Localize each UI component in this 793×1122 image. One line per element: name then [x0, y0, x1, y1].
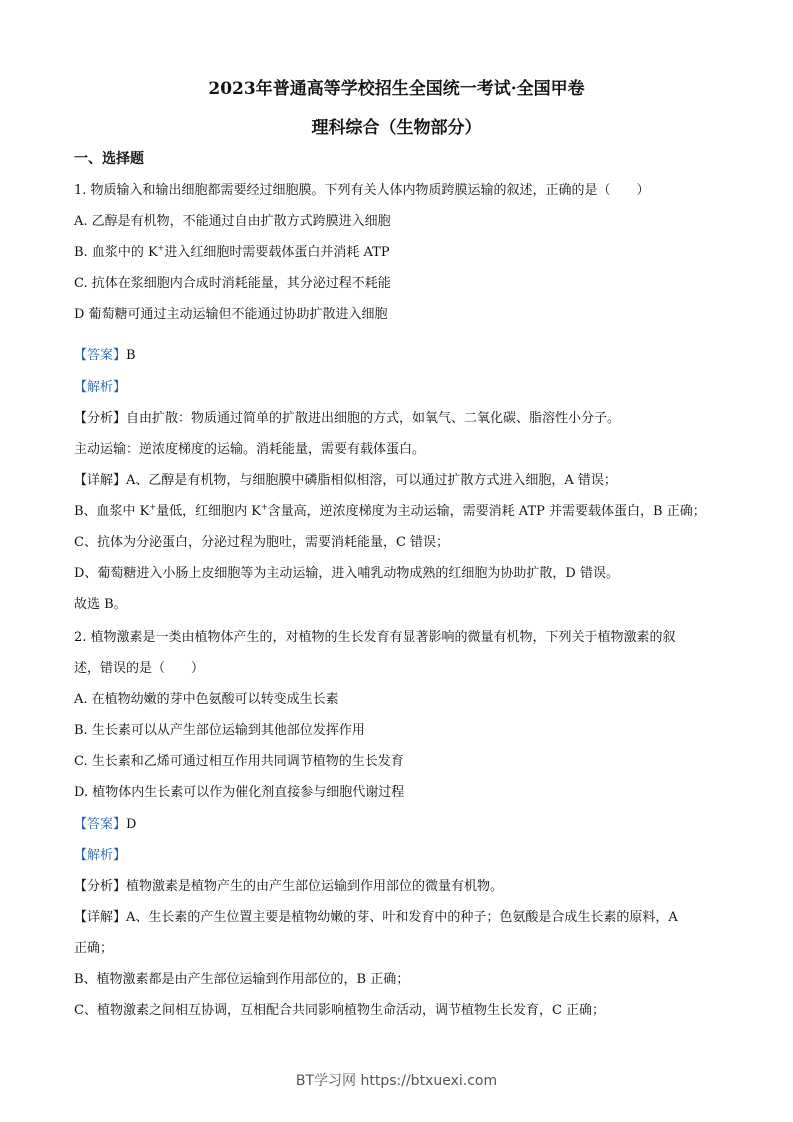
section-heading: 一、选择题: [74, 151, 144, 167]
footer-watermark: BT学习网 https://btxuexi.com: [295, 1073, 498, 1089]
q1-option-d: D 葡萄糖可通过主动运输但不能通过协助扩散进入细胞: [74, 307, 388, 322]
q2-fenxi: 【分析】植物激素是植物产生的由产生部位运输到作用部位的微量有机物。: [74, 879, 504, 894]
title-main: 2023年普通高等学校招生全国统一考试·全国甲卷: [208, 79, 585, 99]
q2-detail-a-cont: 正确；: [74, 941, 114, 956]
q1-option-b: B. 血浆中的 K+进入红细胞时需要载体蛋白并消耗 ATP: [74, 243, 390, 260]
q2-detail-b: B、植物激素都是由产生部位运输到作用部位的，B 正确；: [74, 972, 410, 987]
q1-stem: 1. 物质输入和输出细胞都需要经过细胞膜。下列有关人体内物质跨膜运输的叙述，正确的是（ ）: [74, 183, 650, 198]
q1-conclusion: 故选 B。: [74, 597, 127, 612]
q2-answer: 【答案】D: [74, 817, 137, 832]
title-sub: 理科综合（生物部分）: [311, 118, 482, 138]
q1-analysis-tag: 【解析】: [74, 380, 127, 395]
q2-option-d: D. 植物体内生长素可以作为催化剂直接参与细胞代谢过程: [74, 785, 405, 800]
q1-detail-b: B、血浆中 K+量低，红细胞内 K+含量高，逆浓度梯度为主动运输，需要消耗 ATP 并需要载体蛋白，B 正确；: [74, 502, 706, 519]
q1-detail-d: D、葡萄糖进入小肠上皮细胞等为主动运输，进入哺乳动物成熟的红细胞为协助扩散，D 错误。: [74, 566, 619, 581]
q2-option-c: C. 生长素和乙烯可通过相互作用共同调节植物的生长发育: [74, 754, 404, 769]
q1-fenxi: 【分析】自由扩散：物质通过简单的扩散进出细胞的方式，如氧气、二氧化碳、脂溶性小分子。: [74, 411, 621, 426]
q2-stem-line1: 2. 植物激素是一类由植物体产生的，对植物的生长发育有显著影响的微量有机物，下列关于植物激素的叙: [74, 630, 676, 645]
q2-option-b: B. 生长素可以从产生部位运输到其他部位发挥作用: [74, 723, 365, 738]
q2-option-a: A. 在植物幼嫩的芽中色氨酸可以转变成生长素: [74, 692, 339, 707]
q1-option-c: C. 抗体在浆细胞内合成时消耗能量，其分泌过程不耗能: [74, 276, 391, 291]
q1-answer: 【答案】B: [74, 348, 136, 363]
q1-fenxi-2: 主动运输：逆浓度梯度的运输。消耗能量，需要有载体蛋白。: [74, 442, 426, 457]
q1-detail-c: C、抗体为分泌蛋白，分泌过程为胞吐，需要消耗能量，C 错误；: [74, 535, 450, 550]
q2-stem-line2: 述，错误的是（ ）: [74, 661, 205, 676]
q1-option-a: A. 乙醇是有机物，不能通过自由扩散方式跨膜进入细胞: [74, 214, 391, 229]
q2-detail-a: 【详解】A、生长素的产生位置主要是植物幼嫩的芽、叶和发育中的种子；色氨酸是合成生长素的原料，A: [74, 910, 678, 925]
q2-analysis-tag: 【解析】: [74, 848, 127, 863]
q1-detail-a: 【详解】A、乙醇是有机物，与细胞膜中磷脂相似相溶，可以通过扩散方式进入细胞，A 错误；: [74, 473, 617, 488]
q2-detail-c: C、植物激素之间相互协调，互相配合共同影响植物生命活动，调节植物生长发育，C 正确；: [74, 1003, 606, 1018]
